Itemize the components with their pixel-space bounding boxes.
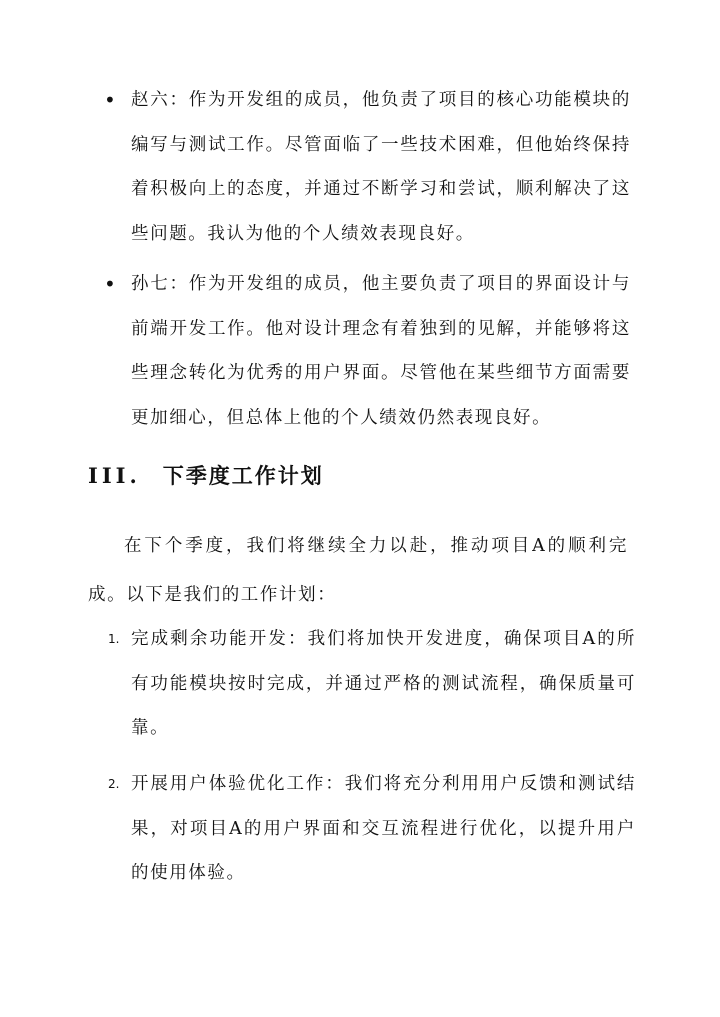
list-item-text: 赵六：作为开发组的成员，他负责了项目的核心功能模块的编写与测试工作。尽管面临了一些技术困难，但他始终保持着积极向上的态度，并通过不断学习和尝试，顺利解决了这些问题。我认为他的个人绩效表现良好。 [131,90,631,244]
section-number: III. [88,463,141,488]
bullet-marker: • [104,272,116,296]
list-item-text: 完成剩余功能开发：我们将加快开发进度，确保项目A的所有功能模块按时完成，并通过严格的测试流程，确保质量可靠。 [131,629,636,739]
list-number: 1. [108,632,120,646]
list-number: 2. [108,777,120,791]
intro-paragraph: 在下个季度，我们将继续全力以赴，推动项目A的顺利完成。以下是我们的工作计划： [88,536,628,605]
bullet-marker: • [104,88,116,112]
section-title: 下季度工作计划 [162,463,324,488]
list-item-text: 开展用户体验优化工作：我们将充分利用用户反馈和测试结果，对项目A的用户界面和交互流程进行优化，以提升用户的使用体验。 [131,774,636,884]
list-item-text: 孙七：作为开发组的成员，他主要负责了项目的界面设计与前端开发工作。他对设计理念有着独到的见解，并能够将这些理念转化为优秀的用户界面。尽管他在某些细节方面需要更加细心，但总体上他的个人绩效仍然表现良好。 [131,274,631,428]
section-heading [88,456,324,496]
